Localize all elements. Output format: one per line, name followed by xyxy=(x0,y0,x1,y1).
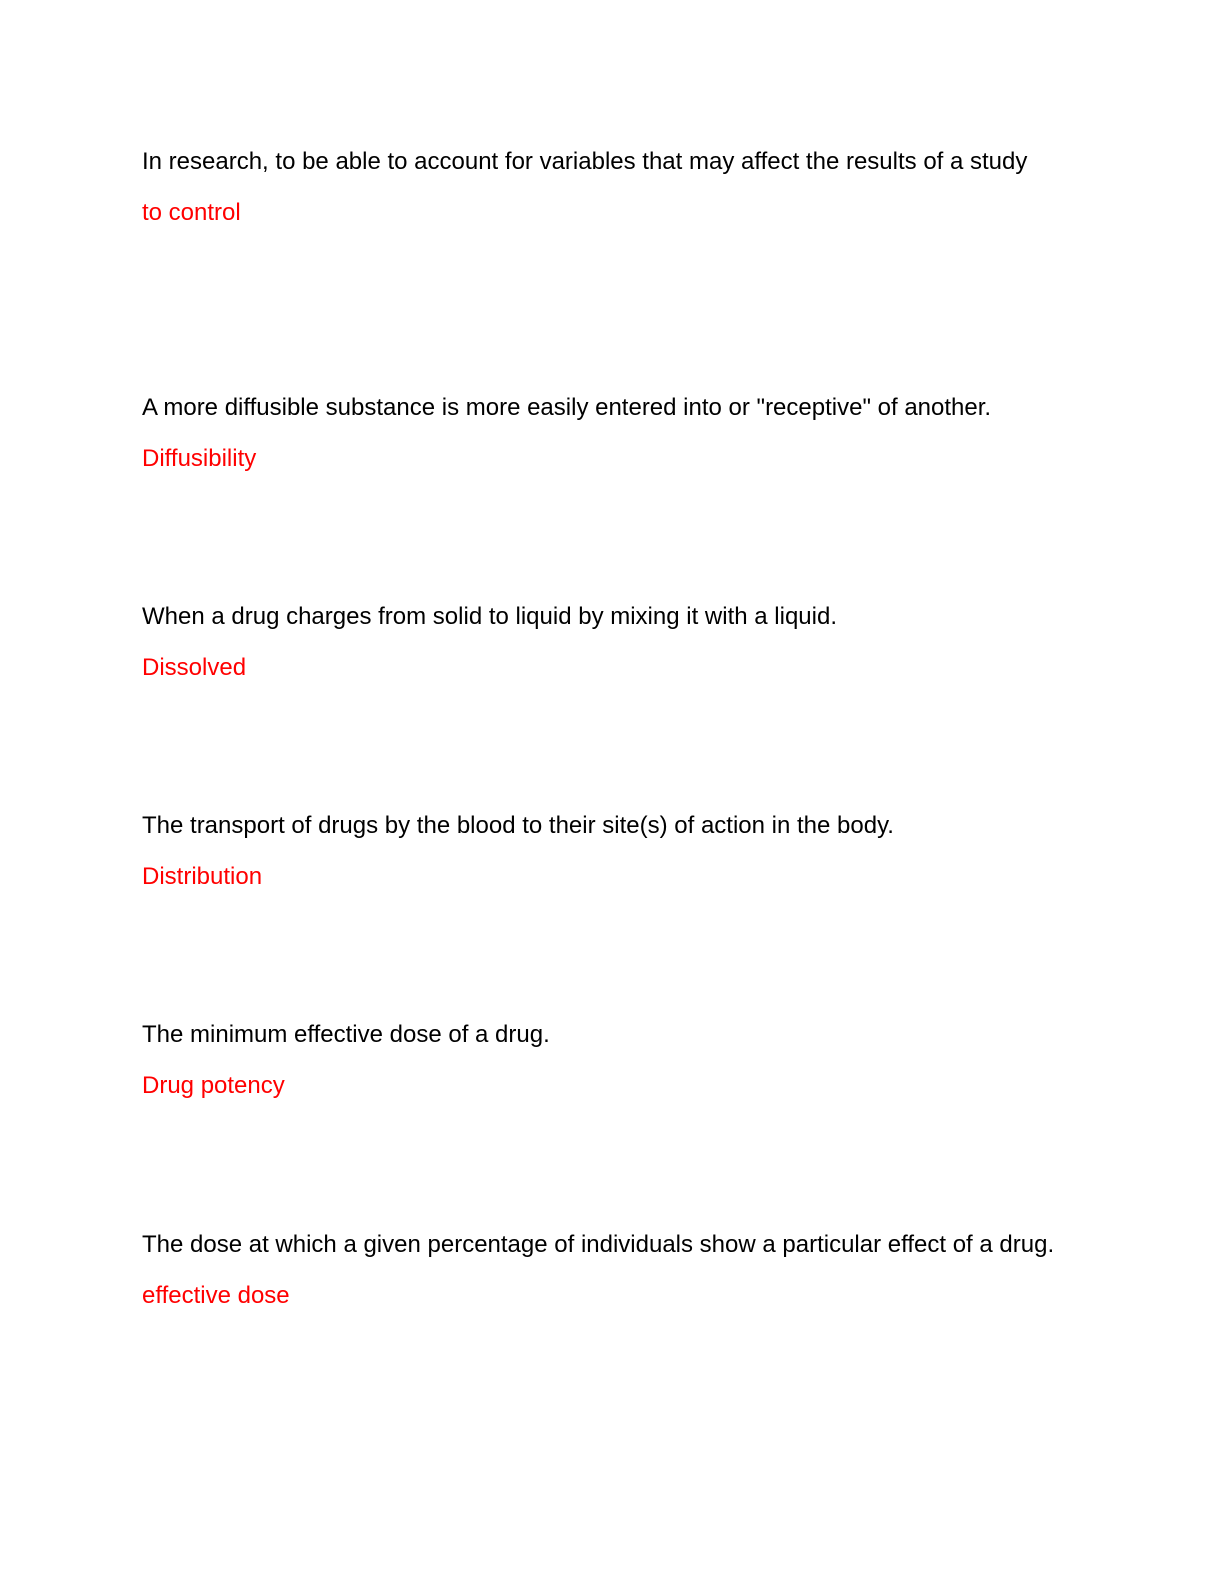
answer-text: Drug potency xyxy=(142,1072,285,1099)
question-text: When a drug charges from solid to liquid by mixing it with a liquid. xyxy=(142,603,837,630)
answer-text: effective dose xyxy=(142,1282,290,1309)
flashcard xyxy=(142,143,1072,231)
flashcard xyxy=(142,598,1072,686)
flashcard xyxy=(142,1016,1072,1104)
question-text: In research, to be able to account for variables that may affect the results of a study xyxy=(142,148,1028,175)
question-text: The transport of drugs by the blood to their site(s) of action in the body. xyxy=(142,812,894,839)
question-text: The minimum effective dose of a drug. xyxy=(142,1021,550,1048)
flashcard xyxy=(142,1226,1072,1314)
flashcard xyxy=(142,807,1072,895)
answer-text: to control xyxy=(142,199,241,226)
answer-text: Dissolved xyxy=(142,654,247,681)
answer-text: Distribution xyxy=(142,863,263,890)
flashcard xyxy=(142,389,1072,477)
question-text: A more diffusible substance is more easily entered into or "receptive" of another. xyxy=(142,394,992,421)
question-text: The dose at which a given percentage of individuals show a particular effect of a drug. xyxy=(142,1231,1055,1258)
answer-text: Diffusibility xyxy=(142,445,257,472)
